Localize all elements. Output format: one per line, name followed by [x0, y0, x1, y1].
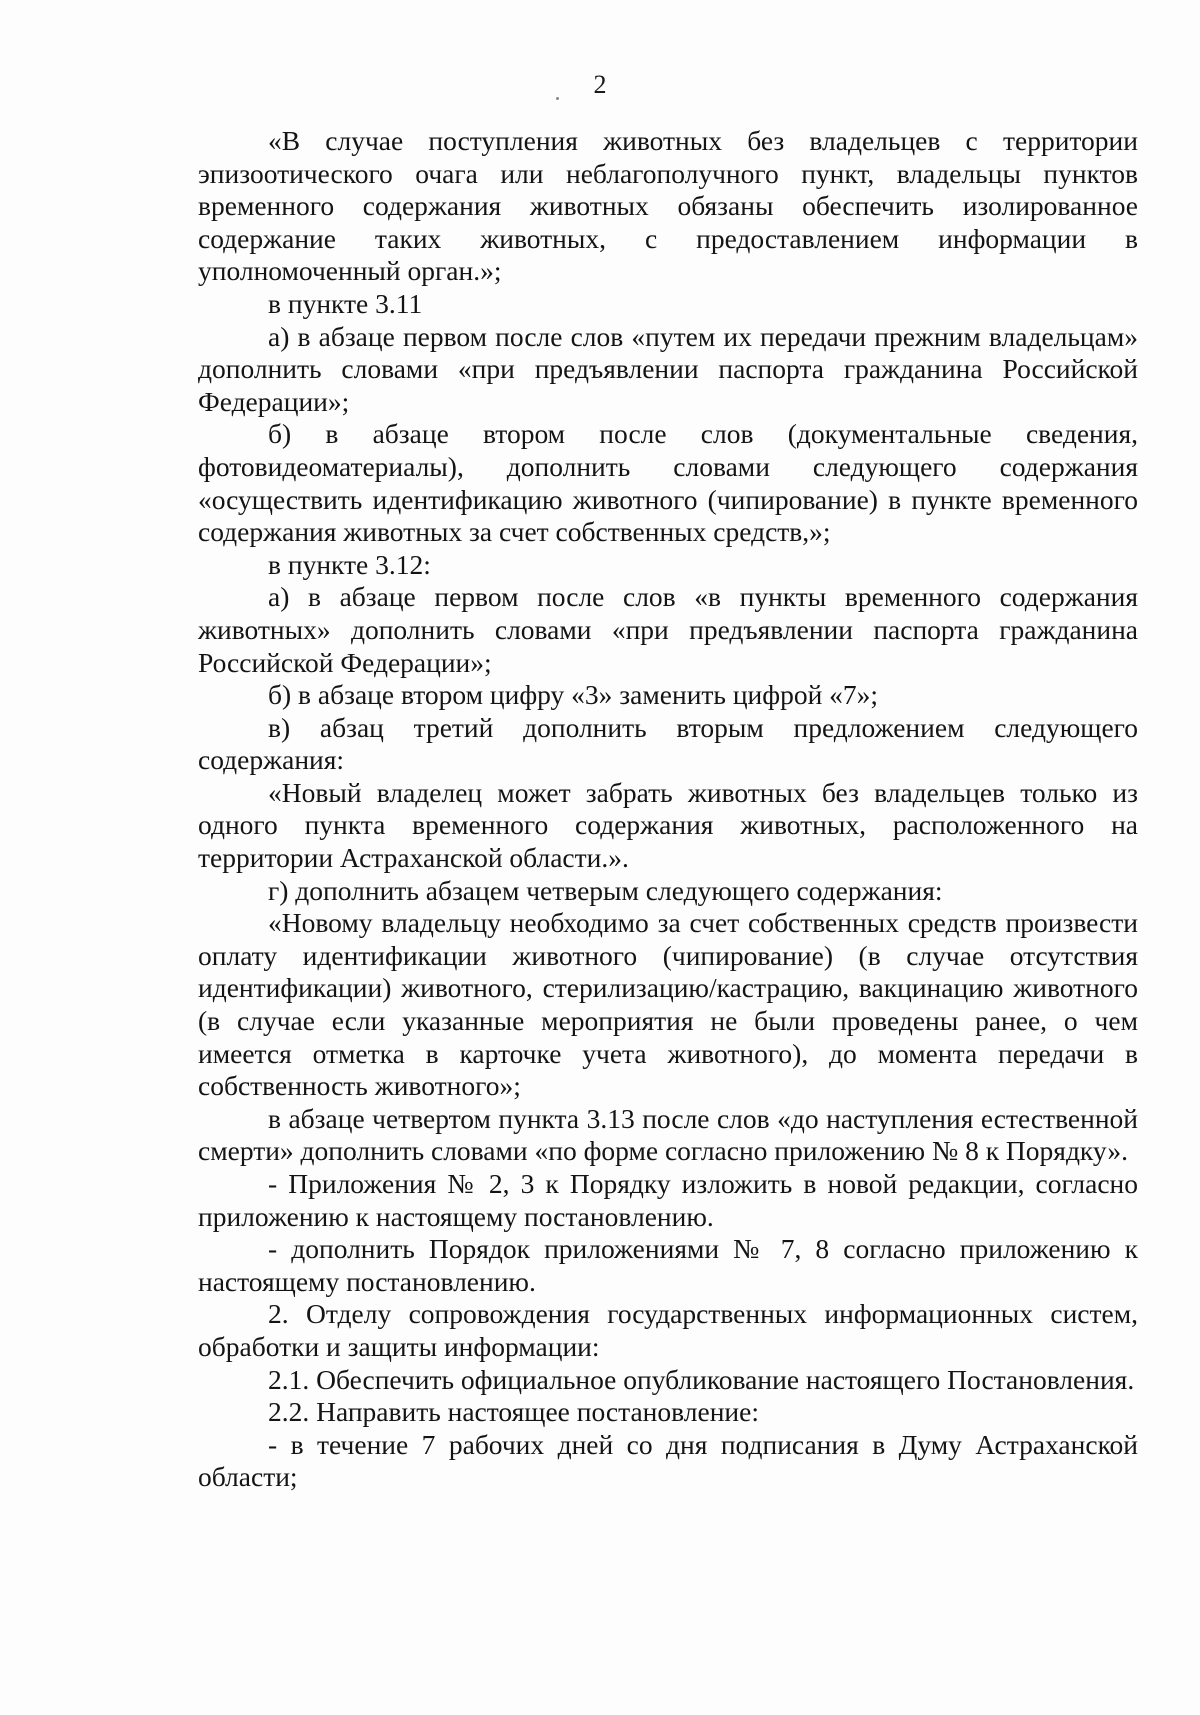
- paragraph-item-2-2: 2.2. Направить настоящее постановление:: [268, 1396, 759, 1428]
- paragraph-appendix-7-8: - дополнить Порядок приложениями № 7, 8 согласно приложению к настоящему постановлению.: [198, 1233, 1138, 1297]
- paragraph-duma: - в течение 7 рабочих дней со дня подписания в Думу Астраханской области;: [198, 1428, 1138, 1493]
- paragraph-quote-new-owner: «Новый владелец может забрать животных без владельцев только из одного пункта временного содержания животных, расположенного на территории Астраханской области.».: [198, 776, 1138, 874]
- paragraph-point-3-11: в пункте 3.11: [268, 287, 423, 319]
- paragraph-point-3-13: в абзаце четвертом пункта 3.13 после слов «до наступления естественной смерти» дополнить словами «по форме согласно приложению № 8 к Порядку».: [198, 1102, 1138, 1167]
- paragraph-quote-epizootic: «В случае поступления животных без владельцев с территории эпизоотического очага или неблагополучного пункт, владельцы пунктов временного содержания животных обязаны обеспечить изолированное содержание таких животных, с предоставлением информации в уполномоченный орган.»;: [198, 125, 1138, 287]
- paragraph-3-12-v: в) абзац третий дополнить вторым предложением следующего содержания:: [198, 711, 1138, 776]
- paragraph-point-3-12: в пункте 3.12:: [268, 548, 431, 580]
- page-number: 2: [593, 70, 607, 99]
- paragraph-item-2-1: 2.1. Обеспечить официальное опубликование настоящего Постановления.: [268, 1363, 1135, 1395]
- paragraph-item-2: 2. Отделу сопровождения государственных информационных систем, обработки и защиты информации:: [198, 1298, 1138, 1362]
- paragraph-3-12-a: а) в абзаце первом после слов «в пункты временного содержания животных» дополнить словами «при предъявлении паспорта гражданина Российской Федерации»;: [198, 581, 1138, 678]
- paragraph-appendix-2-3: - Приложения № 2, 3 к Порядку изложить в новой редакции, согласно приложению к настоящему постановлению.: [198, 1168, 1138, 1232]
- document-body: [198, 125, 1138, 1494]
- paragraph-quote-payment: «Новому владельцу необходимо за счет собственных средств произвести оплату идентификации животного (чипирование) (в случае отсутствия идентификации) животного, стерилизацию/кастрацию, вакцинацию животного (в случае если указанные мероприятия не были проведены ранее, о чем имеется отметка в карточке учета животного), до момента передачи в собственность животного»;: [198, 907, 1138, 1102]
- paragraph-3-11-a: а) в абзаце первом после слов «путем их передачи прежним владельцам» дополнить словами «при предъявлении паспорта гражданина Российской Федерации»;: [198, 320, 1138, 417]
- scan-speck: [556, 97, 559, 100]
- paragraph-3-12-g: г) дополнить абзацем четверым следующего содержания:: [268, 874, 943, 906]
- paragraph-3-12-b: б) в абзаце втором цифру «3» заменить цифрой «7»;: [268, 679, 879, 711]
- paragraph-3-11-b: б) в абзаце втором после слов (документальные сведения, фотовидеоматериалы), дополнить словами следующего содержания «осуществить идентификацию животного (чипирование) в пункте временного содержания животных за счет собственных средств,»;: [198, 418, 1138, 548]
